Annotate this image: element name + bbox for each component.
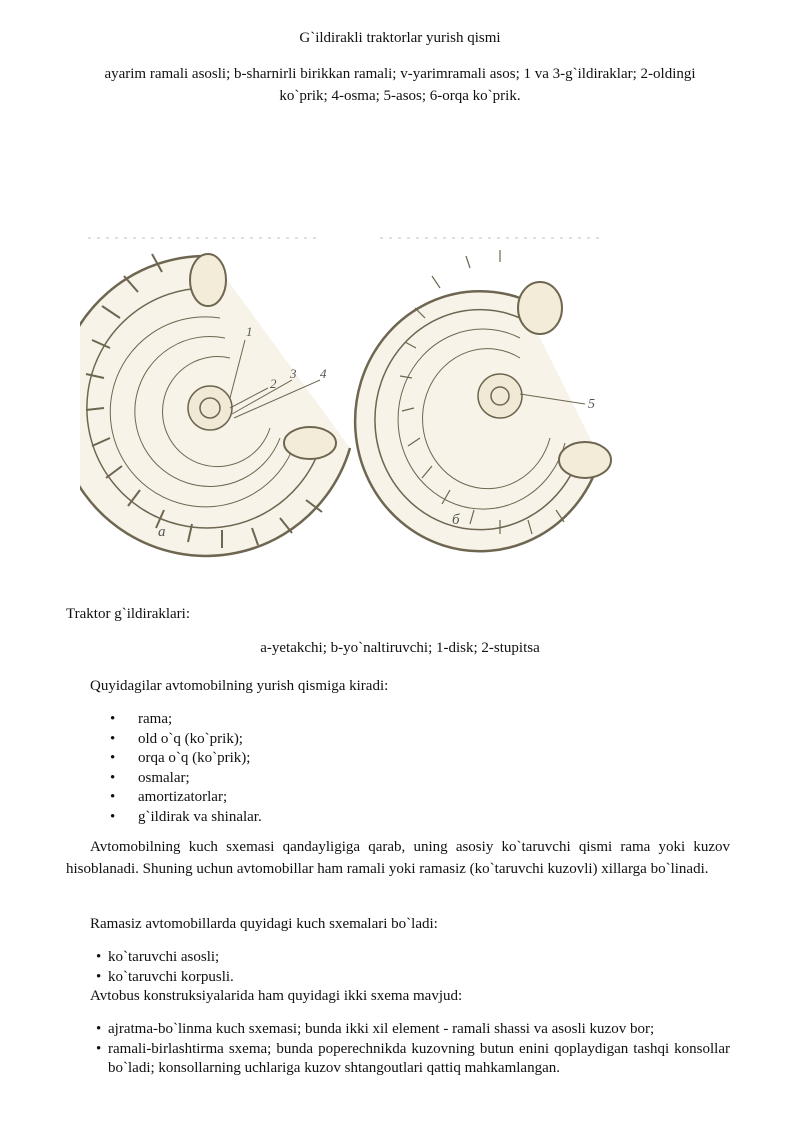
caption-line-2: ko`prik; 4-osma; 5-asos; 6-orqa ko`prik. bbox=[279, 88, 521, 104]
label-a: a bbox=[158, 524, 166, 540]
list-item: • orqa o`q (ko`prik); bbox=[110, 749, 262, 769]
wheels-drawing bbox=[80, 228, 640, 558]
caption-line-1: ayarim ramali asosli; b-sharnirli birikkan ramali; v-yarimramali asos; 1 va 3-g`ildiraklar; 2-oldingi bbox=[104, 66, 696, 82]
bullet-icon: • bbox=[96, 968, 102, 985]
list-item: • ko`taruvchi asosli; bbox=[96, 948, 730, 968]
body-paragraph-3: Avtobus konstruksiyalarida ham quyidagi ikki sxema mavjud: bbox=[90, 988, 463, 1004]
label-b: б bbox=[452, 512, 460, 528]
bullet-icon: • bbox=[110, 808, 116, 825]
list-item: • amortizatorlar; bbox=[110, 788, 262, 808]
list-item: • rama; bbox=[110, 710, 262, 730]
frameless-schemes-list bbox=[96, 948, 730, 987]
bullet-icon: • bbox=[96, 1021, 102, 1037]
body-paragraph-2: Ramasiz avtomobillarda quyidagi kuch sxemalari bo`ladi: bbox=[90, 916, 438, 932]
list-item: • ko`taruvchi korpusli. bbox=[96, 968, 730, 988]
parts-list bbox=[110, 710, 262, 827]
callout-2: 2 bbox=[270, 376, 277, 391]
list-item: • old o`q (ko`prik); bbox=[110, 730, 262, 750]
callout-1: 1 bbox=[246, 324, 253, 339]
section-heading: Traktor g`ildiraklari: bbox=[66, 606, 191, 622]
callout-5: 5 bbox=[588, 397, 595, 412]
list-item: • osmalar; bbox=[110, 769, 262, 789]
tractor-wheels-figure bbox=[80, 228, 640, 558]
figure-caption-top bbox=[80, 63, 720, 107]
bullet-icon: • bbox=[110, 711, 116, 727]
list-item: • g`ildirak va shinalar. bbox=[110, 808, 262, 828]
list-item: • ramali-birlashtirma sxema; bunda poperechnikda kuzovning butun enini qoplaydigan tashqi konsollar bo`ladi; konsollarning uchlariga kuzov shtangoutlari qattiq mahkamlangan. bbox=[96, 1040, 730, 1076]
body-paragraph-1: Avtomobilning kuch sxemasi qandayligiga qarab, uning asosiy ko`taruvchi qismi rama yoki kuzov hisoblanadi. Shuning uchun avtomobillar ham ramali yoki ramasiz (ko`taruvchi kuzovli) xillarga bo`linadi. bbox=[66, 839, 730, 877]
bullet-icon: • bbox=[110, 769, 116, 786]
bullet-icon: • bbox=[110, 730, 116, 747]
bullet-icon: • bbox=[96, 949, 102, 965]
bullet-icon: • bbox=[96, 1040, 102, 1057]
figure-caption-bottom: a-yetakchi; b-yo`naltiruvchi; 1-disk; 2-stupitsa bbox=[260, 640, 540, 656]
intro-paragraph: Quyidagilar avtomobilning yurish qismiga kiradi: bbox=[90, 678, 389, 694]
bus-schemes-list bbox=[96, 1020, 730, 1079]
page-title: G`ildirakli traktorlar yurish qismi bbox=[299, 30, 501, 46]
bullet-icon: • bbox=[110, 789, 116, 805]
callout-4: 4 bbox=[320, 366, 327, 381]
list-item: • ajratma-bo`linma kuch sxemasi; bunda ikki xil element - ramali shassi va asosli kuzov bor; bbox=[96, 1020, 730, 1040]
callout-3: 3 bbox=[290, 366, 297, 381]
bullet-icon: • bbox=[110, 750, 116, 766]
